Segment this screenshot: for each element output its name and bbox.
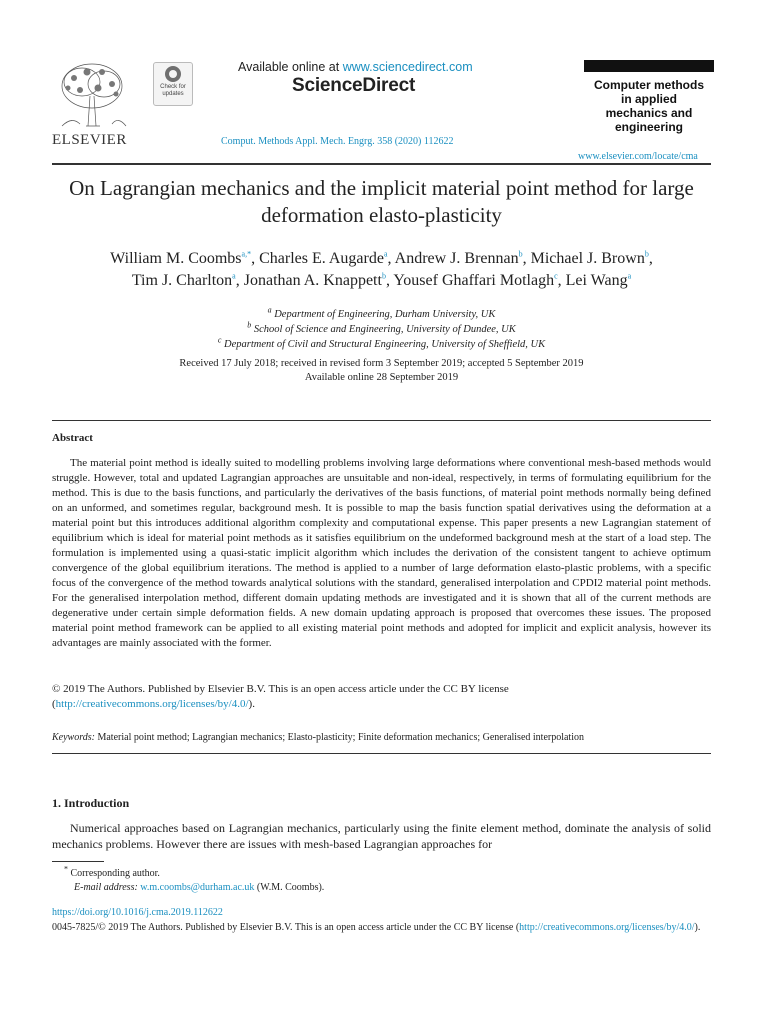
copyright-text: © 2019 The Authors. Published by Elsevier B.V. This is an open access article under the CC BY license <box>52 683 509 695</box>
affiliation-item <box>52 307 711 322</box>
author-affiliation-mark[interactable]: c <box>554 271 558 281</box>
author-separator: , <box>235 272 244 289</box>
issn-end: ). <box>694 922 701 933</box>
author-separator: , <box>385 272 394 289</box>
author-name[interactable]: Jonathan A. Knappett <box>243 272 382 289</box>
copyright-notice: © 2019 The Authors. Published by Elsevier B.V. This is an open access article under the CC BY license (http://creativecommons.org/licenses/by/4.0/). <box>52 683 509 710</box>
author-affiliation-mark[interactable]: b <box>644 249 649 259</box>
abstract-body: The material point method is ideally suited to modelling problems involving large deformations where conventional mesh-based methods would struggle. However, total and updated Lagrangian approaches are unsuitable and non-ideal, respectively, in terms of formulating equilibrium for the method. This is due to the basis functions, and particularly the derivatives of the basis functions, of material point methods normally being defined on an unformed, and sometimes regular, background mesh. It is possible to map the basis function spatial derivatives using the deformation at a material point but this introduces additional algorithm complexity and computational expense. This paper presents a new Lagrangian statement of equilibrium which is ideal for material point methods as it satisfies equilibrium on the undeformed background mesh at the start of a load step. The formulation is implemented using a quasi-static implicit algorithm which includes the derivation of the consistent tangent to achieve optimum convergence of the global equilibrium iterations. The method is applied to a number of large deformation elasto-plastic problems, with a specific focus of the convergence of the method towards analytical solutions with the standard, generalised interpolation and CPDI2 material point methods. For the generalised interpolation method, different domain updating methods are investigated and it is shown that all of the current methods are degenerative under certain simple deformation fields. A new domain updating approach is proposed that overcomes these issues. The proposed material point method framework can be applied to all existing material point methods and adopted for implicit and explicit analysis, however its advantages are mainly associated with the former. <box>52 457 711 649</box>
license-link[interactable]: http://creativecommons.org/licenses/by/4.0/ <box>55 698 249 710</box>
check-for-updates-badge[interactable] <box>153 62 193 106</box>
affiliation-text: School of Science and Engineering, University of Dundee, UK <box>253 324 516 335</box>
author-affiliation-mark[interactable]: b <box>518 249 523 259</box>
author-name[interactable]: Michael J. Brown <box>530 250 645 267</box>
publisher-name: ELSEVIER <box>52 132 127 148</box>
available-online-line <box>238 60 473 74</box>
article-dates <box>52 357 711 385</box>
email-link[interactable]: w.m.coombs@durham.ac.uk <box>140 882 255 893</box>
issn-text: 0045-7825/© 2019 The Authors. Published by Elsevier B.V. This is an open access article under the CC BY license ( <box>52 922 520 933</box>
author-separator: , <box>251 250 260 267</box>
issn-license-link[interactable]: http://creativecommons.org/licenses/by/4.0/ <box>519 922 695 933</box>
email-label: E-mail address: <box>74 882 138 893</box>
journal-homepage-link[interactable]: www.elsevier.com/locate/cma <box>578 151 698 162</box>
corresponding-author-note <box>64 864 160 879</box>
journal-title-line: in applied <box>620 92 677 106</box>
journal-reference[interactable]: Comput. Methods Appl. Mech. Engrg. 358 (2020) 112622 <box>221 136 454 147</box>
affiliation-mark: c <box>217 335 222 345</box>
author-separator: , <box>648 250 653 267</box>
affiliation-item <box>52 337 711 352</box>
available-online-date: Available online 28 September 2019 <box>304 372 459 383</box>
author-list <box>52 248 711 292</box>
author-name[interactable]: William M. Coombs <box>110 250 242 267</box>
affiliations <box>52 307 711 352</box>
author-affiliation-mark[interactable]: a <box>383 249 388 259</box>
email-owner: (W.M. Coombs). <box>256 882 325 893</box>
author-name[interactable]: Charles E. Augarde <box>259 250 384 267</box>
journal-title-bar <box>584 60 714 72</box>
journal-title-line: Computer methods <box>593 78 704 92</box>
affiliation-item <box>52 322 711 337</box>
footnote-rule <box>52 861 104 862</box>
author-separator: , <box>557 272 566 289</box>
abstract-bottom-divider <box>52 753 711 754</box>
email-note <box>74 882 324 893</box>
keywords-list: Material point method; Lagrangian mechanics; Elasto-plasticity; Finite deformation mechanics; Generalised interpolation <box>97 732 584 743</box>
author-affiliation-mark[interactable]: a <box>232 271 236 281</box>
author-name[interactable]: Tim J. Charlton <box>131 272 233 289</box>
corresponding-text: Corresponding author. <box>70 868 160 879</box>
section-heading-introduction: 1. Introduction <box>52 796 130 810</box>
keywords-label: Keywords: <box>52 732 95 743</box>
journal-title-line: mechanics and <box>605 106 693 120</box>
sciencedirect-link[interactable]: www.sciencedirect.com <box>342 60 473 74</box>
journal-title-line: engineering <box>614 120 683 134</box>
affiliation-mark: a <box>267 305 272 315</box>
author-affiliation-mark[interactable]: b <box>381 271 386 281</box>
footnote-mark: * <box>64 864 68 874</box>
author-name[interactable]: Yousef Ghaffari Motlagh <box>393 272 555 289</box>
keywords <box>52 732 711 743</box>
abstract-top-divider <box>52 420 711 421</box>
author-separator: , <box>387 250 395 267</box>
issn-license-line <box>52 921 711 935</box>
sciencedirect-wordmark: ScienceDirect <box>292 75 416 96</box>
affiliation-text: Department of Engineering, Durham University, UK <box>274 309 496 320</box>
available-prefix: Available online at <box>238 60 343 74</box>
header-divider <box>52 163 711 165</box>
abstract-heading: Abstract <box>52 432 93 444</box>
author-affiliation-mark[interactable]: a,* <box>241 249 252 259</box>
affiliation-mark: b <box>247 320 252 330</box>
author-name[interactable]: Lei Wang <box>565 272 628 289</box>
received-dates: Received 17 July 2018; received in revised form 3 September 2019; accepted 5 September 2019 <box>179 358 584 369</box>
article-title: On Lagrangian mechanics and the implicit material point method for large deformation elasto-plasticity <box>69 176 694 227</box>
check-updates-icon <box>165 66 181 82</box>
check-updates-label: Check for updates <box>160 84 186 97</box>
introduction-paragraph: Numerical approaches based on Lagrangian mechanics, particularly using the finite element method, dominate the analysis of solid mechanics problems. However there are issues with mesh-based Lagrangian approaches for <box>52 821 711 851</box>
author-separator: , <box>522 250 531 267</box>
doi-link[interactable]: https://doi.org/10.1016/j.cma.2019.112622 <box>52 907 223 918</box>
affiliation-text: Department of Civil and Structural Engineering, University of Sheffield, UK <box>224 339 546 350</box>
author-affiliation-mark[interactable]: a <box>627 271 632 281</box>
journal-title <box>584 78 714 134</box>
author-name[interactable]: Andrew J. Brennan <box>394 250 519 267</box>
